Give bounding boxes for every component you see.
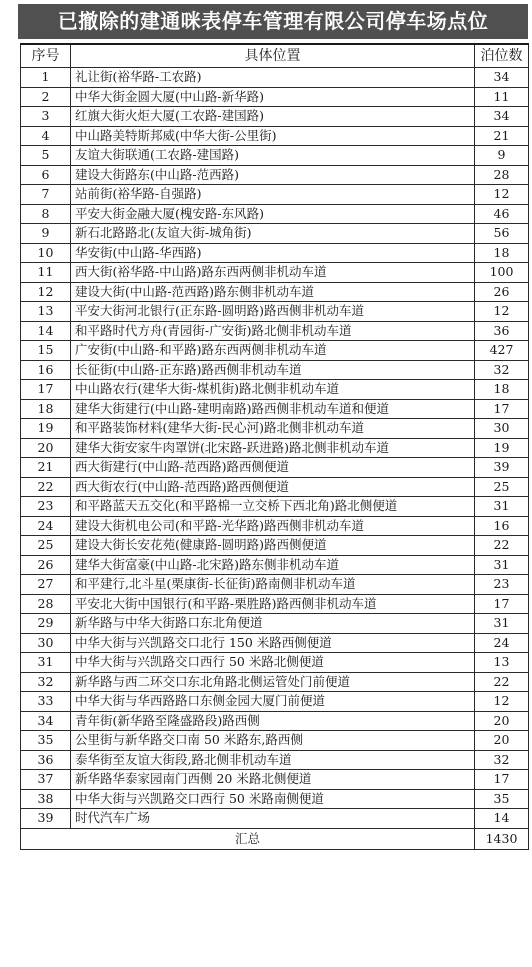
table-row [21,555,529,575]
row-num: 8 [21,204,71,224]
row-location: 平安大街金融大厦(槐安路-东风路) [71,204,475,224]
table-row [21,438,529,458]
row-count: 17 [475,399,529,419]
row-location: 和平路蓝天五交化(和平路棉一立交桥下西北角)路北侧便道 [71,497,475,517]
row-location: 新石北路路北(友谊大街-城角街) [71,224,475,244]
table-row [21,263,529,283]
row-location: 建华大街安家牛肉罩饼(北宋路-跃进路)路北侧非机动车道 [71,438,475,458]
row-count: 17 [475,594,529,614]
row-location: 广安街(中山路-和平路)路东西两侧非机动车道 [71,341,475,361]
table-row [21,477,529,497]
row-num: 29 [21,614,71,634]
row-num: 30 [21,633,71,653]
table-row [21,575,529,595]
row-count: 22 [475,536,529,556]
header-location: 具体位置 [71,44,475,68]
row-count: 22 [475,672,529,692]
row-num: 11 [21,263,71,283]
row-num: 34 [21,711,71,731]
row-num: 23 [21,497,71,517]
row-location: 新华路与西二环交口东北角路北侧运管处门前便道 [71,672,475,692]
row-num: 15 [21,341,71,361]
row-location: 西大街建行(中山路-范西路)路西侧便道 [71,458,475,478]
row-location: 建华大街建行(中山路-建明南路)路西侧非机动车道和便道 [71,399,475,419]
row-count: 24 [475,633,529,653]
row-num: 1 [21,68,71,88]
row-location: 建设大街长安花苑(健康路-圆明路)路西侧便道 [71,536,475,556]
row-location: 中华大街与华西路路口东侧金园大厦门前便道 [71,692,475,712]
table-row [21,146,529,166]
row-count: 20 [475,711,529,731]
row-location: 公里街与新华路交口南 50 米路东,路西侧 [71,731,475,751]
row-count: 31 [475,614,529,634]
row-num: 6 [21,165,71,185]
table-header-row [21,44,529,68]
row-count: 11 [475,87,529,107]
row-count: 12 [475,185,529,205]
row-count: 46 [475,204,529,224]
row-num: 38 [21,789,71,809]
row-num: 12 [21,282,71,302]
row-num: 13 [21,302,71,322]
row-location: 建设大街机电公司(和平路-光华路)路西侧非机动车道 [71,516,475,536]
row-location: 西大街农行(中山路-范西路)路西侧便道 [71,477,475,497]
row-location: 时代汽车广场 [71,809,475,829]
table-row [21,594,529,614]
row-location: 中山路美特斯邦威(中华大街-公里街) [71,126,475,146]
row-num: 17 [21,380,71,400]
table-body [21,68,529,829]
row-count: 12 [475,692,529,712]
row-location: 站前街(裕华路-自强路) [71,185,475,205]
row-location: 建设大街路东(中山路-范西路) [71,165,475,185]
table-row [21,770,529,790]
row-location: 中山路农行(建华大街-煤机街)路北侧非机动车道 [71,380,475,400]
row-count: 14 [475,809,529,829]
row-count: 18 [475,243,529,263]
table-row [21,633,529,653]
header-count: 泊位数 [475,44,529,68]
total-label: 汇总 [21,828,475,849]
table-row [21,711,529,731]
row-num: 39 [21,809,71,829]
table-row [21,360,529,380]
total-count: 1430 [475,828,529,849]
table-row [21,302,529,322]
row-count: 19 [475,438,529,458]
table-row [21,165,529,185]
row-num: 37 [21,770,71,790]
row-location: 中华大街金圆大厦(中山路-新华路) [71,87,475,107]
row-count: 13 [475,653,529,673]
row-location: 泰华街至友谊大街段,路北侧非机动车道 [71,750,475,770]
row-location: 华安街(中山路-华西路) [71,243,475,263]
row-num: 20 [21,438,71,458]
row-num: 36 [21,750,71,770]
row-count: 18 [475,380,529,400]
row-location: 和平建行,北斗星(栗康街-长征街)路南侧非机动车道 [71,575,475,595]
row-num: 2 [21,87,71,107]
row-num: 3 [21,107,71,127]
table-row [21,692,529,712]
row-count: 39 [475,458,529,478]
row-num: 35 [21,731,71,751]
table-row [21,653,529,673]
row-count: 34 [475,107,529,127]
table-row [21,789,529,809]
table-row [21,341,529,361]
row-num: 28 [21,594,71,614]
row-count: 23 [475,575,529,595]
row-count: 31 [475,555,529,575]
page-title: 已撤除的建通咪表停车管理有限公司停车场点位 [18,4,528,39]
row-num: 10 [21,243,71,263]
row-num: 25 [21,536,71,556]
row-num: 24 [21,516,71,536]
row-count: 31 [475,497,529,517]
row-count: 20 [475,731,529,751]
row-count: 25 [475,477,529,497]
table-row [21,458,529,478]
row-num: 21 [21,458,71,478]
header-num: 序号 [21,44,71,68]
row-location: 西大街(裕华路-中山路)路东西两侧非机动车道 [71,263,475,283]
row-location: 平安北大街中国银行(和平路-栗胜路)路西侧非机动车道 [71,594,475,614]
row-count: 100 [475,263,529,283]
row-num: 32 [21,672,71,692]
row-location: 新华路与中华大街路口东北角便道 [71,614,475,634]
row-location: 长征街(中山路-正东路)路西侧非机动车道 [71,360,475,380]
row-location: 中华大街与兴凯路交口西行 50 米路北侧便道 [71,653,475,673]
row-num: 31 [21,653,71,673]
row-count: 427 [475,341,529,361]
row-count: 16 [475,516,529,536]
row-count: 30 [475,419,529,439]
row-num: 14 [21,321,71,341]
row-count: 12 [475,302,529,322]
row-location: 建华大街富豪(中山路-北宋路)路东侧非机动车道 [71,555,475,575]
row-count: 26 [475,282,529,302]
table-row [21,126,529,146]
row-count: 56 [475,224,529,244]
row-num: 9 [21,224,71,244]
row-count: 9 [475,146,529,166]
row-count: 28 [475,165,529,185]
table-row [21,672,529,692]
table-row [21,68,529,88]
row-location: 平安大街河北银行(正东路-圆明路)路西侧非机动车道 [71,302,475,322]
table-row [21,809,529,829]
row-num: 22 [21,477,71,497]
row-count: 36 [475,321,529,341]
row-num: 19 [21,419,71,439]
table-row [21,750,529,770]
table-row [21,282,529,302]
table-row [21,614,529,634]
row-location: 红旗大街火炬大厦(工农路-建国路) [71,107,475,127]
table-row [21,243,529,263]
table-row [21,419,529,439]
row-location: 友谊大街联通(工农路-建国路) [71,146,475,166]
row-count: 34 [475,68,529,88]
row-num: 5 [21,146,71,166]
row-num: 7 [21,185,71,205]
table-row [21,87,529,107]
row-count: 32 [475,360,529,380]
table-row [21,536,529,556]
row-location: 青年街(新华路至隆盛路段)路西侧 [71,711,475,731]
row-location: 建设大街(中山路-范西路)路东侧非机动车道 [71,282,475,302]
table-row [21,185,529,205]
table-row [21,321,529,341]
table-row [21,224,529,244]
row-num: 26 [21,555,71,575]
row-location: 和平路装饰材料(建华大街-民心河)路北侧非机动车道 [71,419,475,439]
table-row [21,107,529,127]
row-num: 18 [21,399,71,419]
row-location: 新华路华泰家园南门西侧 20 米路北侧便道 [71,770,475,790]
row-location: 中华大街与兴凯路交口北行 150 米路西侧便道 [71,633,475,653]
parking-table [20,43,529,850]
row-count: 21 [475,126,529,146]
table-row [21,399,529,419]
table-row [21,204,529,224]
row-num: 33 [21,692,71,712]
row-location: 和平路时代方舟(青园街-广安街)路北侧非机动车道 [71,321,475,341]
row-location: 中华大街与兴凯路交口西行 50 米路南侧便道 [71,789,475,809]
table-row [21,497,529,517]
row-count: 32 [475,750,529,770]
table-row [21,731,529,751]
total-row [21,828,529,849]
table-row [21,516,529,536]
row-location: 礼让街(裕华路-工农路) [71,68,475,88]
row-num: 27 [21,575,71,595]
row-count: 17 [475,770,529,790]
table-row [21,380,529,400]
row-num: 4 [21,126,71,146]
row-count: 35 [475,789,529,809]
row-num: 16 [21,360,71,380]
